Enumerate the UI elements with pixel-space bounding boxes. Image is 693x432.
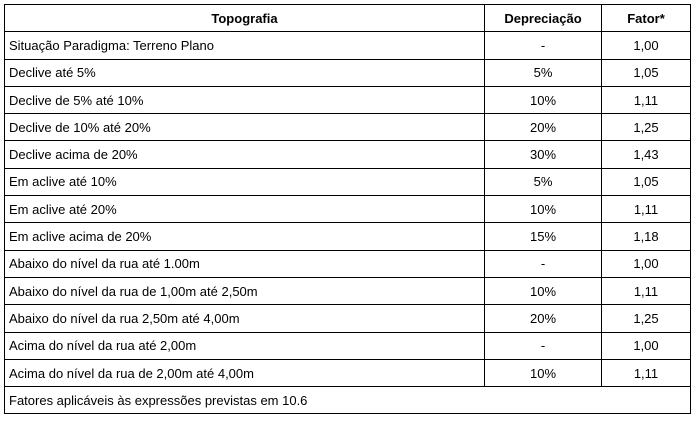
footnote: Fatores aplicáveis às expressões previstas em 10.6	[5, 387, 691, 414]
topografia-cell: Declive acima de 20%	[5, 141, 485, 168]
topografia-cell: Abaixo do nível da rua de 1,00m até 2,50m	[5, 277, 485, 304]
fator-cell: 1,05	[602, 168, 691, 195]
fator-cell: 1,43	[602, 141, 691, 168]
depreciacao-cell: -	[485, 250, 602, 277]
fator-cell: 1,11	[602, 196, 691, 223]
depreciacao-cell: 15%	[485, 223, 602, 250]
depreciacao-cell: -	[485, 332, 602, 359]
table-row	[5, 196, 691, 223]
topografia-cell: Acima do nível da rua de 2,00m até 4,00m	[5, 359, 485, 386]
topografia-cell: Acima do nível da rua até 2,00m	[5, 332, 485, 359]
fator-cell: 1,11	[602, 359, 691, 386]
depreciacao-cell: 10%	[485, 277, 602, 304]
depreciacao-cell: 10%	[485, 86, 602, 113]
depreciacao-cell: 10%	[485, 359, 602, 386]
topografia-cell: Em aclive acima de 20%	[5, 223, 485, 250]
fator-cell: 1,05	[602, 59, 691, 86]
table-row	[5, 141, 691, 168]
topografia-cell: Declive até 5%	[5, 59, 485, 86]
depreciacao-cell: 5%	[485, 168, 602, 195]
fator-cell: 1,00	[602, 250, 691, 277]
topografia-cell: Declive de 5% até 10%	[5, 86, 485, 113]
fator-cell: 1,25	[602, 114, 691, 141]
table-row	[5, 114, 691, 141]
fator-cell: 1,18	[602, 223, 691, 250]
topografia-cell: Abaixo do nível da rua até 1.00m	[5, 250, 485, 277]
fator-cell: 1,00	[602, 32, 691, 59]
table-row	[5, 168, 691, 195]
table-row	[5, 305, 691, 332]
table-row	[5, 86, 691, 113]
topografia-cell: Declive de 10% até 20%	[5, 114, 485, 141]
depreciacao-cell: 10%	[485, 196, 602, 223]
depreciacao-cell: 20%	[485, 305, 602, 332]
fator-cell: 1,00	[602, 332, 691, 359]
depreciacao-cell: 20%	[485, 114, 602, 141]
header-depreciacao: Depreciação	[485, 5, 602, 32]
depreciacao-cell: 30%	[485, 141, 602, 168]
header-topografia: Topografia	[5, 5, 485, 32]
depreciacao-cell: -	[485, 32, 602, 59]
table-row	[5, 332, 691, 359]
table-row	[5, 32, 691, 59]
depreciacao-cell: 5%	[485, 59, 602, 86]
table-row	[5, 223, 691, 250]
topografia-cell: Abaixo do nível da rua 2,50m até 4,00m	[5, 305, 485, 332]
header-row	[5, 5, 691, 32]
fator-cell: 1,25	[602, 305, 691, 332]
topografia-cell: Em aclive até 10%	[5, 168, 485, 195]
table-row	[5, 359, 691, 386]
table-row	[5, 277, 691, 304]
footnote-row	[5, 387, 691, 414]
topografia-cell: Situação Paradigma: Terreno Plano	[5, 32, 485, 59]
header-fator: Fator*	[602, 5, 691, 32]
fator-cell: 1,11	[602, 277, 691, 304]
table-row	[5, 250, 691, 277]
topografia-cell: Em aclive até 20%	[5, 196, 485, 223]
topography-table	[4, 4, 691, 414]
table-row	[5, 59, 691, 86]
fator-cell: 1,11	[602, 86, 691, 113]
